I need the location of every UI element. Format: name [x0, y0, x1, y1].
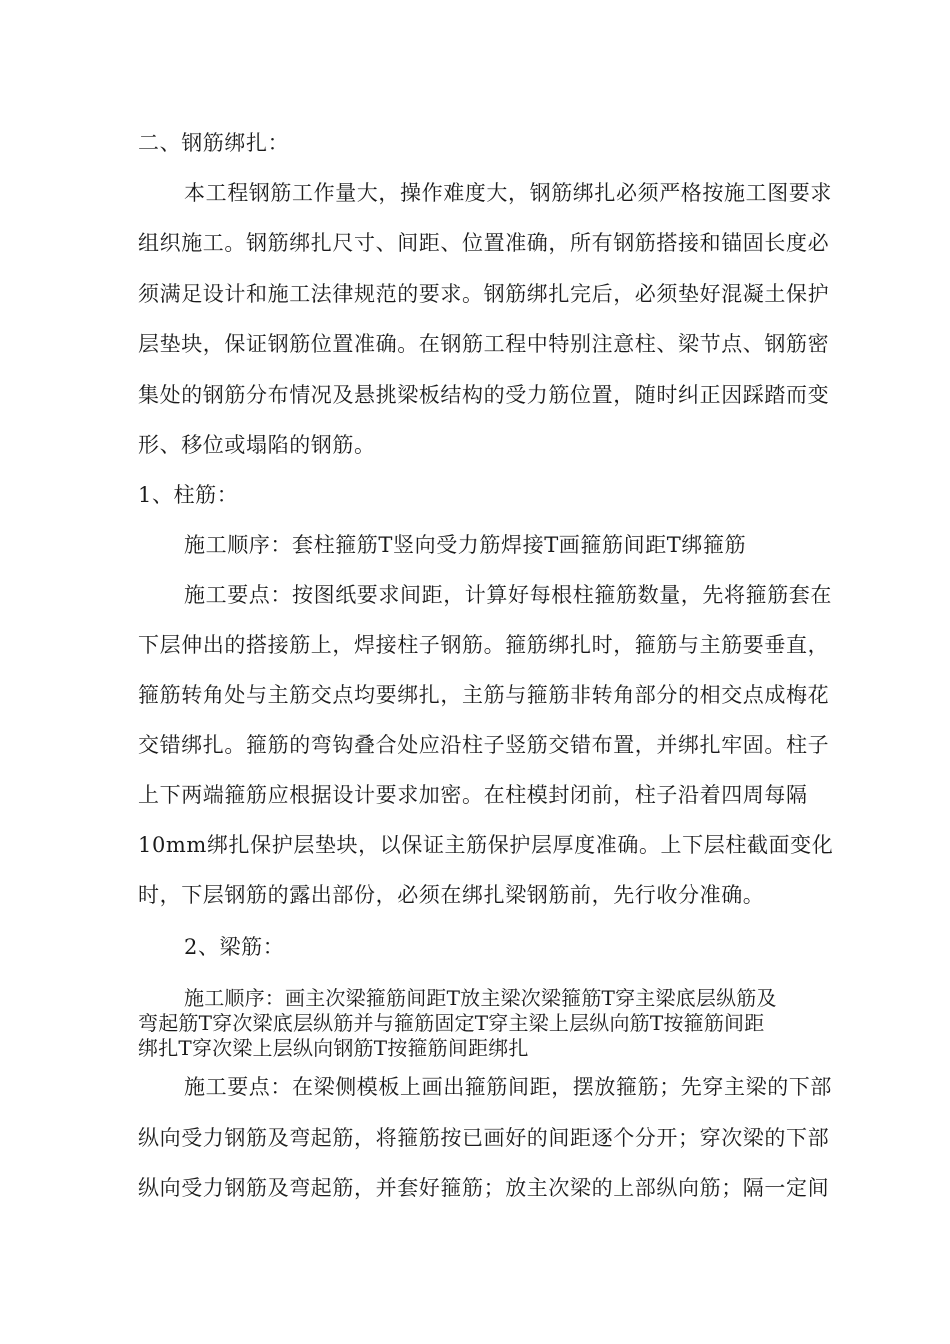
column-points-line: 箍筋转角处与主筋交点均要绑扎，主筋与箍筋非转角部分的相交点成梅花	[138, 683, 830, 707]
column-points-line: 10mm绑扎保护层垫块，以保证主筋保护层厚度准确。上下层柱截面变化	[138, 833, 834, 857]
intro-line: 集处的钢筋分布情况及悬挑梁板结构的受力筋位置，随时纠正因踩踏而变	[138, 383, 830, 407]
intro-line: 形、移位或塌陷的钢筋。	[138, 433, 376, 457]
section-heading-rebar: 二、钢筋绑扎：	[138, 131, 290, 155]
column-sequence: 施工顺序：套柱箍筋T竖向受力筋焊接T画箍筋间距T绑箍筋	[184, 533, 747, 557]
intro-line: 层垫块，保证钢筋位置准确。在钢筋工程中特别注意柱、梁节点、钢筋密	[138, 332, 830, 356]
column-points-line: 交错绑扎。箍筋的弯钩叠合处应沿柱子竖筋交错布置，并绑扎牢固。柱子	[138, 733, 830, 757]
column-points-line: 施工要点：按图纸要求间距，计算好每根柱箍筋数量，先将箍筋套在	[184, 583, 832, 607]
beam-sequence-line: 施工顺序：画主次梁箍筋间距T放主梁次梁箍筋T穿主梁底层纵筋及	[184, 986, 777, 1010]
beam-sequence-line: 绑扎T穿次梁上层纵向钢筋T按箍筋间距绑扎	[138, 1036, 529, 1060]
column-points-line: 上下两端箍筋应根据设计要求加密。在柱模封闭前，柱子沿着四周每隔	[138, 783, 808, 807]
beam-points-line: 纵向受力钢筋及弯起筋，并套好箍筋；放主次梁的上部纵向筋；隔一定间	[138, 1176, 830, 1200]
intro-line: 本工程钢筋工作量大，操作难度大，钢筋绑扎必须严格按施工图要求	[184, 181, 832, 205]
column-points-line: 下层伸出的搭接筋上，焊接柱子钢筋。箍筋绑扎时，箍筋与主筋要垂直，	[138, 633, 830, 657]
column-points-line: 时，下层钢筋的露出部份，必须在绑扎梁钢筋前，先行收分准确。	[138, 883, 765, 907]
beam-sequence-line: 弯起筋T穿次梁底层纵筋并与箍筋固定T穿主梁上层纵向筋T按箍筋间距	[138, 1011, 765, 1035]
intro-line: 组织施工。钢筋绑扎尺寸、间距、位置准确，所有钢筋搭接和锚固长度必	[138, 231, 830, 255]
intro-line: 须满足设计和施工法律规范的要求。钢筋绑扎完后，必须垫好混凝土保护	[138, 282, 830, 306]
section-heading-column: 1、柱筋：	[138, 483, 239, 507]
section-heading-beam: 2、梁筋：	[184, 935, 285, 959]
beam-points-line: 施工要点：在梁侧模板上画出箍筋间距，摆放箍筋；先穿主梁的下部	[184, 1075, 832, 1099]
beam-points-line: 纵向受力钢筋及弯起筋，将箍筋按已画好的间距逐个分开；穿次梁的下部	[138, 1126, 830, 1150]
